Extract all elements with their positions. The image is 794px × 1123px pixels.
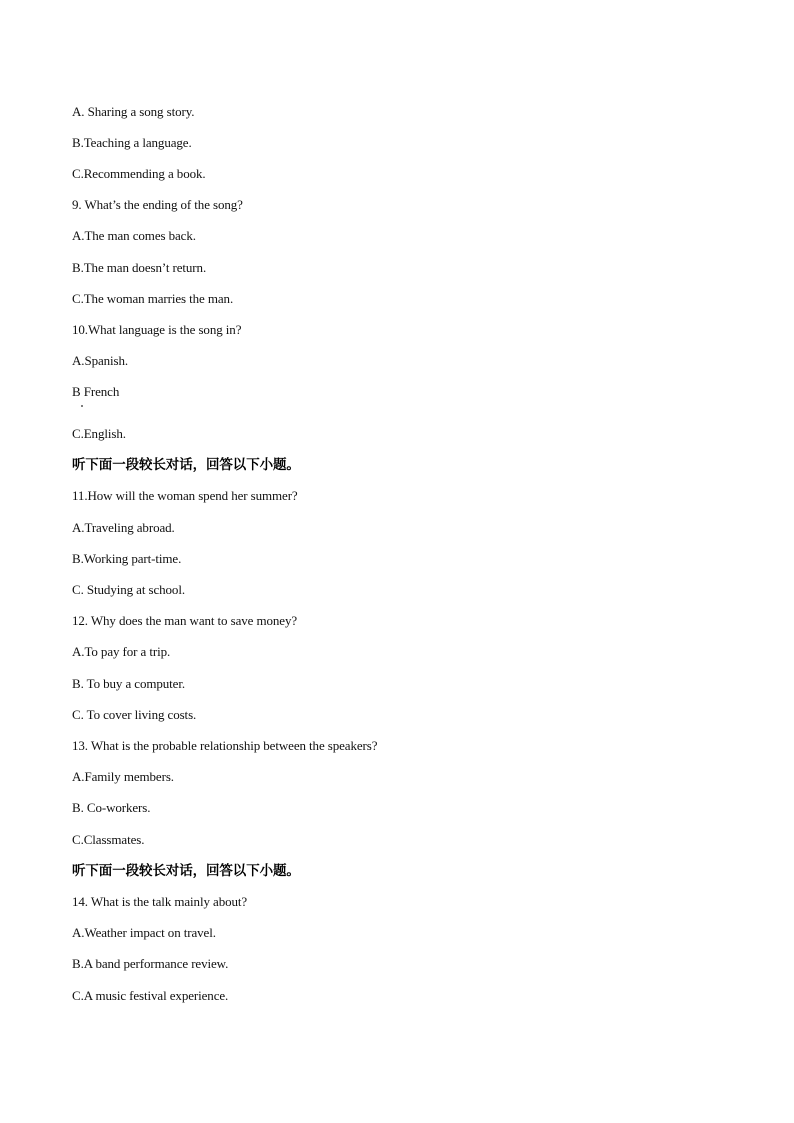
option-10a: A.Spanish. (72, 353, 129, 368)
option-14c: C.A music festival experience. (72, 988, 229, 1003)
option-14b: B.A band performance review. (72, 956, 229, 971)
question-10: 10.What language is the song in? (72, 322, 242, 337)
option-8c: C.Recommending a book. (72, 166, 206, 181)
option-11b: B.Working part-time. (72, 551, 182, 566)
question-11: 11.How will the woman spend her summer? (72, 488, 298, 503)
option-11c: C. Studying at school. (72, 582, 185, 597)
question-12: 12. Why does the man want to save money? (72, 613, 298, 628)
option-10b: B French (72, 384, 120, 399)
option-13c: C.Classmates. (72, 832, 145, 847)
option-12a: A.To pay for a trip. (72, 644, 171, 659)
option-13b: B. Co-workers. (72, 800, 151, 815)
question-9: 9. What’s the ending of the song? (72, 197, 243, 212)
option-9a: A.The man comes back. (72, 228, 196, 243)
stray-mark (81, 405, 83, 407)
option-8b: B.Teaching a language. (72, 135, 192, 150)
option-8a: A. Sharing a song story. (72, 104, 195, 119)
option-9b: B.The man doesn’t return. (72, 260, 207, 275)
option-14a: A.Weather impact on travel. (72, 925, 216, 940)
section-heading: 听下面一段较长对话，回答以下小题。 (72, 863, 300, 879)
option-9c: C.The woman marries the man. (72, 291, 234, 306)
section-heading: 听下面一段较长对话，回答以下小题。 (72, 457, 300, 473)
option-12c: C. To cover living costs. (72, 707, 197, 722)
option-11a: A.Traveling abroad. (72, 520, 175, 535)
option-10c: C.English. (72, 426, 126, 441)
question-13: 13. What is the probable relationship between the speakers? (72, 738, 378, 753)
question-14: 14. What is the talk mainly about? (72, 894, 248, 909)
option-13a: A.Family members. (72, 769, 174, 784)
option-12b: B. To buy a computer. (72, 676, 186, 691)
